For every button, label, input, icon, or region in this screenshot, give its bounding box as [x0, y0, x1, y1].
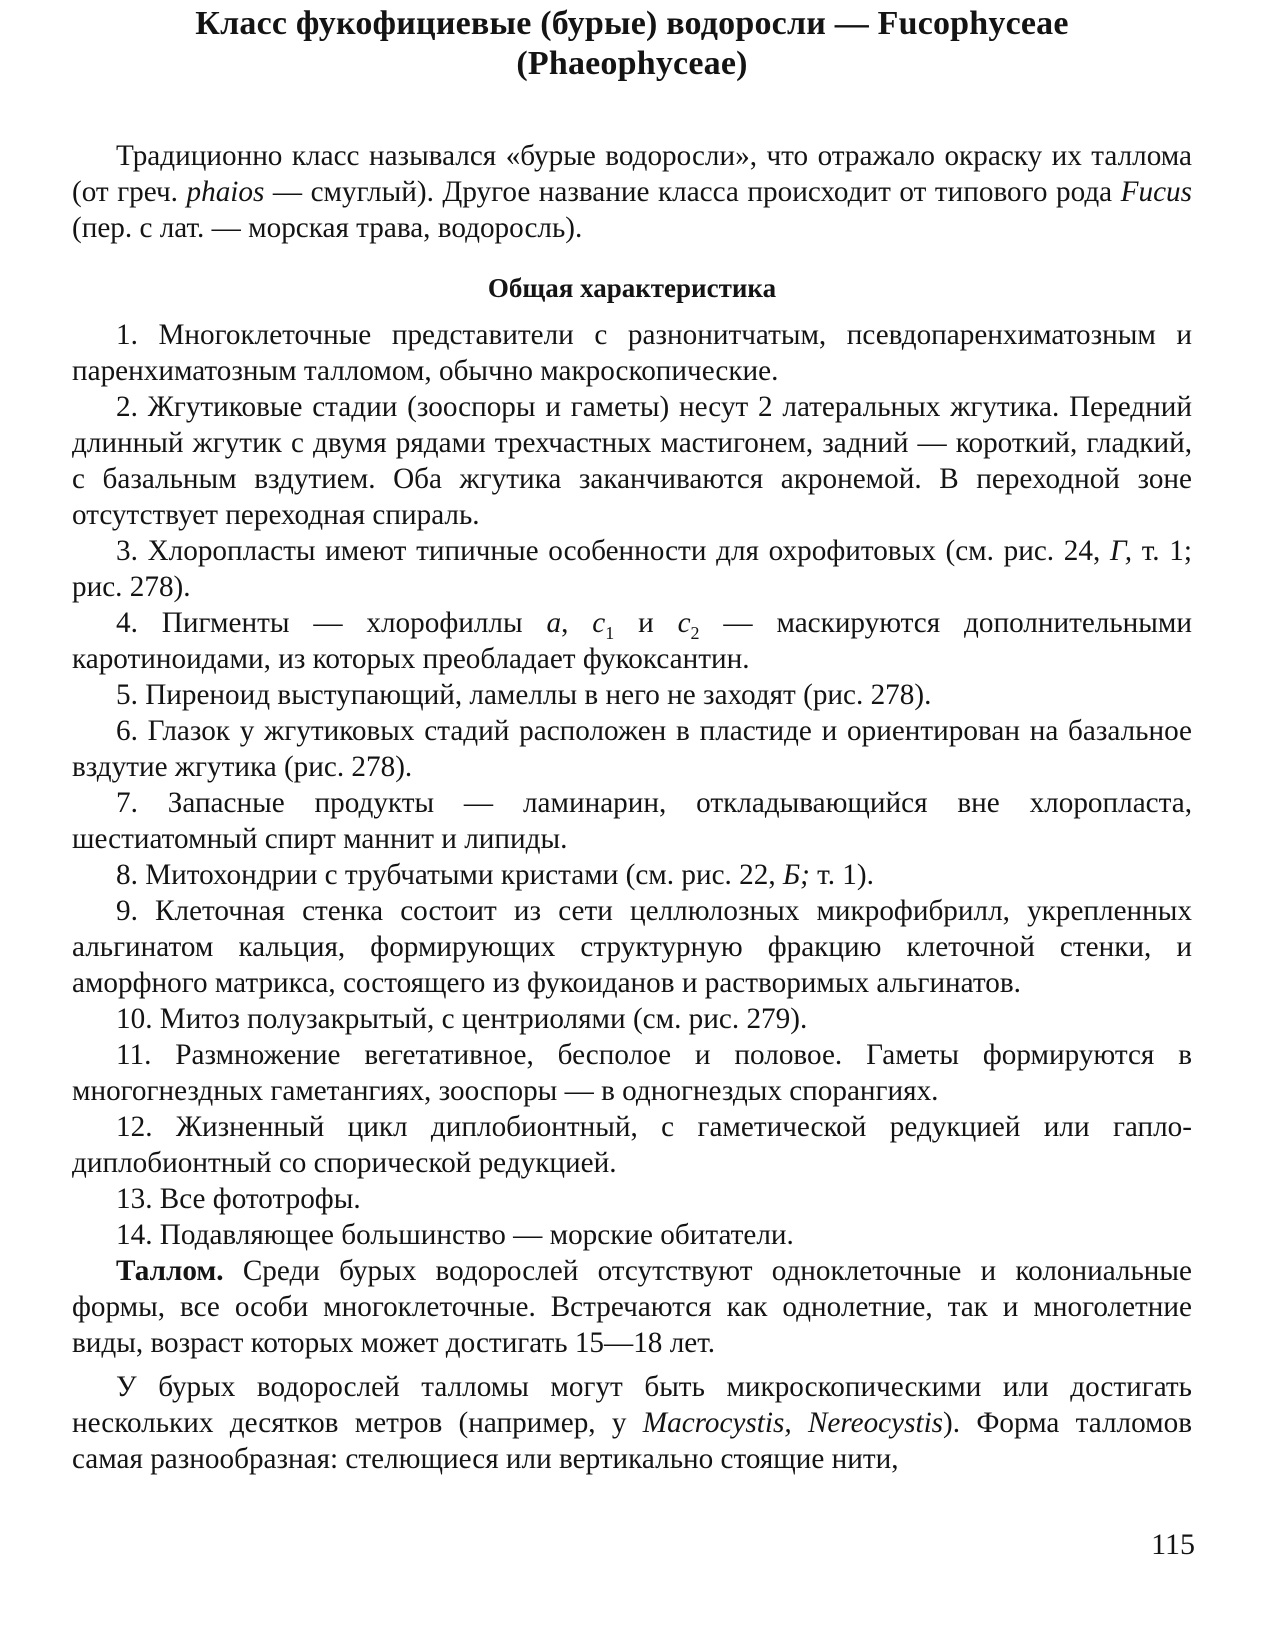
page-body [72, 4, 1192, 1477]
list-item-text: — маскируются дополнительными каротиноидами, из которых преобладает фукоксантин. [72, 607, 1192, 675]
list-item-italic: Г, [1109, 535, 1133, 567]
characteristics-list [72, 317, 1192, 1253]
intro-text-3: (пер. с лат. — морская трава, водоросль). [72, 212, 583, 244]
list-item: 11. Размножение вегетативное, бесполое и половое. Гаметы формируются в многогнездных гаметангиях, зооспоры — в одногнездых спорангиях. [72, 1039, 1192, 1107]
subscript-2: 2 [690, 622, 700, 643]
list-item-text: т. 1; рис. 278). [72, 535, 1192, 603]
intro-term-fucus: Fucus [1120, 176, 1192, 208]
list-item-text: 4. Пигменты — хлорофиллы [116, 607, 547, 639]
last-text-2: ). Форма талломов самая разнообразная: стелющиеся или вертикально стоящие нити, [72, 1407, 1193, 1475]
pigment-a: a [546, 607, 562, 639]
list-item: 2. Жгутиковые стадии (зооспоры и гаметы) несут 2 латеральных жгутика. Передний длинный жгутик с двумя рядами трехчастных мастигонем, задний — короткий, гладкий, с базальным вздутием. Оба жгутика заканчиваются акронемой. В переходной зоне отсутствует переходная спираль. [72, 391, 1192, 531]
list-item: 13. Все фототрофы. [116, 1183, 361, 1215]
list-item-text: , [561, 607, 593, 639]
list-item: 7. Запасные продукты — ламинарин, откладывающийся вне хлоропласта, шестиатомный спирт маннит и липиды. [72, 787, 1192, 855]
thallus-run-in-heading: Таллом. [116, 1255, 224, 1287]
list-item: 1. Многоклеточные представители с разнонитчатым, псевдопаренхиматозным и паренхиматозным талломом, обычно макроскопические. [72, 319, 1192, 387]
list-item-text: 3. Хлоропласты имеют типичные особенности для охрофитовых (см. рис. 24, [116, 535, 1110, 567]
page-title [72, 4, 1192, 84]
list-item: 12. Жизненный цикл диплобионтный, с гаметической редукцией или гапло-диплобионтный со спорической редукцией. [72, 1111, 1192, 1179]
list-item-italic: Б; [782, 859, 810, 891]
list-item: 9. Клеточная стенка состоит из сети целлюлозных микрофибрилл, укрепленных альгинатом кальция, формирующих структурную фракцию клеточной стенки, и аморфного матрикса, состоящего из фукоиданов и растворимых альгинатов. [72, 895, 1192, 999]
list-item: 5. Пиреноид выступающий, ламеллы в него не заходят (рис. 278). [116, 679, 932, 711]
list-item-text: т. 1). [809, 859, 874, 891]
thallus-paragraph [72, 1253, 1192, 1361]
list-item: 14. Подавляющее большинство — морские обитатели. [116, 1219, 794, 1251]
thallus-text: Среди бурых водорослей отсутствуют одноклеточные и колониальные формы, все особи многоклеточные. Встречаются как однолетние, так и многолетние виды, возраст которых может достигать 15—18 лет. [72, 1255, 1192, 1359]
list-item [72, 857, 1192, 893]
pigment-c1: c [592, 607, 606, 639]
title-line-2: (Phaeophyceae) [516, 45, 748, 82]
last-paragraph [72, 1369, 1192, 1477]
page-number: 115 [1151, 1528, 1195, 1561]
section-subheading: Общая характеристика [487, 273, 777, 303]
title-line-1: Класс фукофициевые (бурые) водоросли — Fucophyceae [195, 5, 1069, 42]
list-item-text: 8. Митохондрии с трубчатыми кристами (см. рис. 22, [116, 859, 783, 891]
intro-text-1: Традиционно класс назывался «бурые водоросли», что отражало окраску их таллома (от греч. [72, 140, 1192, 208]
pigment-c2: c [677, 607, 691, 639]
intro-text-2: — смуглый). Другое название класса происходит от типового рода [264, 176, 1121, 208]
list-item: 6. Глазок у жгутиковых стадий расположен в пластиде и ориентирован на базальное вздутие жгутика (рис. 278). [72, 715, 1192, 783]
list-item-text: и [614, 607, 678, 639]
subscript-1: 1 [605, 622, 615, 643]
intro-paragraph [72, 138, 1192, 246]
last-genera: Macrocystis, Nereocystis [642, 1407, 944, 1439]
intro-term-phaios: phaios [186, 176, 265, 208]
list-item: 10. Митоз полузакрытый, с центриолями (см. рис. 279). [116, 1003, 808, 1035]
last-text-1: У бурых водорослей талломы могут быть микроскопическими или достигать нескольких десятков метров (например, у [72, 1371, 1192, 1439]
list-item [72, 533, 1192, 605]
list-item [72, 605, 1192, 677]
